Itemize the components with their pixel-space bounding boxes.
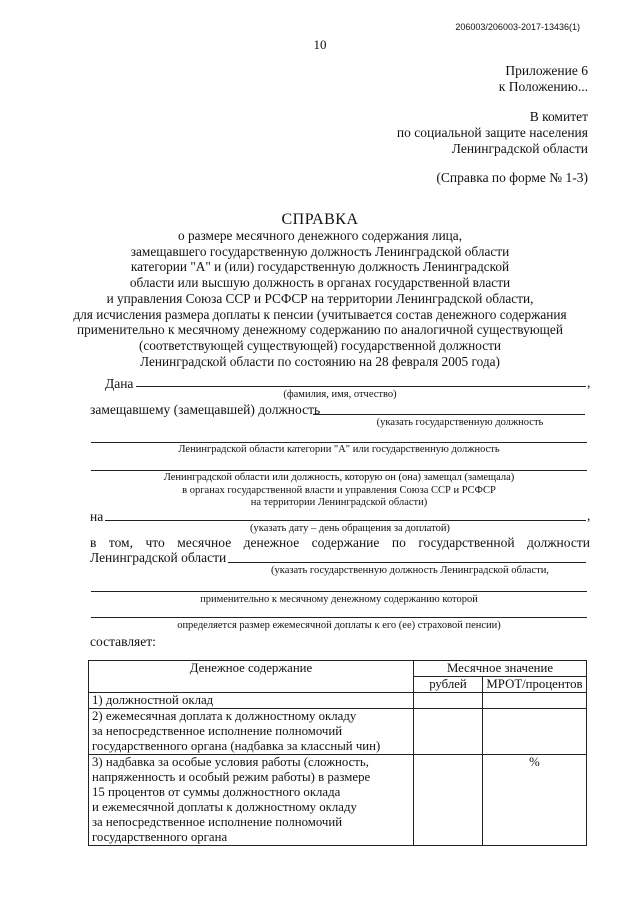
- region-position-field[interactable]: [228, 549, 586, 563]
- amount-label: составляет:: [90, 634, 156, 649]
- fio-comma: ,: [587, 375, 591, 390]
- applied-field[interactable]: [91, 579, 587, 592]
- salary-word: содержание: [311, 535, 380, 550]
- row-rub-cell[interactable]: [414, 755, 483, 846]
- row-content: [89, 693, 414, 709]
- region-label: Ленинградской области: [90, 550, 227, 565]
- former-hint-line: Ленинградской области или должность, которую он (она) замещал (замещала): [163, 472, 515, 483]
- col-header-content: Денежное содержание: [89, 661, 414, 693]
- row-content: [89, 709, 414, 755]
- pension-hint: определяется размер ежемесячной доплаты к его (ее) страховой пенсии): [177, 620, 501, 631]
- region-hint: (указать государственную должность Ленинградской области,: [271, 565, 549, 576]
- addressee-line-1: В комитет: [529, 109, 588, 124]
- row-text: 3) надбавка за особые условия работы (сложность,: [92, 755, 369, 769]
- addressee-line-2: по социальной защите населения: [396, 125, 588, 140]
- row-mrot-cell[interactable]: %: [483, 755, 587, 846]
- subtitle-line: категории "А" и (или) государственную должность Ленинградской: [130, 259, 510, 275]
- row-text: 2) ежемесячная доплата к должностному окладу: [92, 709, 357, 723]
- fio-hint: (фамилия, имя, отчество): [283, 389, 397, 400]
- date-field[interactable]: [105, 507, 586, 521]
- form-reference: (Справка по форме № 1-3): [436, 170, 588, 185]
- position-hint: (указать государственную должность: [376, 417, 544, 428]
- issued-label: Дана: [105, 376, 134, 391]
- appendix-line-2: к Положению...: [498, 79, 588, 94]
- former-hint-line: в органах государственной власти и управления Союза ССР и РСФСР: [182, 484, 496, 496]
- salary-word: должности: [527, 535, 590, 550]
- date-label: на: [90, 509, 104, 524]
- subtitle-line: замещавшего государственную должность Ленинградской области: [130, 243, 510, 259]
- row-mrot-cell[interactable]: [483, 693, 587, 709]
- category-field[interactable]: [91, 430, 587, 443]
- category-hint: Ленинградской области категории "А" или государственную должность: [178, 444, 500, 455]
- addressee-block: [397, 109, 588, 157]
- subtitle-line: и управления Союза ССР и РСФСР на территории Ленинградской области,: [106, 290, 534, 306]
- row-content: [89, 755, 414, 846]
- subtitle-line: о размере месячного денежного содержания лица,: [177, 228, 463, 243]
- row-rub-cell[interactable]: [414, 693, 483, 709]
- subtitle-line: (соответствующей существующей) государственной должности: [138, 337, 502, 353]
- col-header-monthly: Месячное значение: [414, 661, 587, 677]
- appendix-block: [499, 63, 588, 95]
- salary-word: государственной: [418, 535, 515, 550]
- position-label: замещавшему (замещавшей) должность: [90, 402, 321, 417]
- row-text: государственного органа (надбавка за классный чин): [92, 739, 381, 753]
- applied-hint: применительно к месячному денежному содержанию которой: [200, 594, 478, 605]
- row-mrot-cell[interactable]: [483, 709, 587, 755]
- table-header-row: [89, 661, 587, 677]
- position-field[interactable]: [313, 401, 585, 415]
- salary-word: денежное: [243, 535, 300, 550]
- salary-word: том,: [108, 535, 133, 550]
- col-header-rub: рублей: [414, 677, 483, 693]
- row-text: 15 процентов от суммы должностного оклада: [92, 785, 341, 799]
- col-header-mrot: МРОТ/процентов: [483, 677, 587, 693]
- document-subtitle: [60, 228, 580, 369]
- appendix-line-1: Приложение 6: [505, 63, 588, 78]
- date-comma: ,: [587, 508, 591, 523]
- salary-word: по: [391, 535, 406, 550]
- row-text: 1) должностной оклад: [92, 693, 214, 707]
- table-row: [89, 755, 587, 846]
- date-hint: (указать дату – день обращения за доплатой): [250, 523, 450, 534]
- salary-table: [88, 660, 587, 846]
- subtitle-line: Ленинградской области по состоянию на 28 февраля 2005 года): [140, 353, 500, 369]
- page-number: 10: [313, 37, 327, 52]
- former-position-field[interactable]: [91, 458, 587, 471]
- subtitle-line: применительно к месячному денежному содержанию по аналогичной существующей: [77, 322, 563, 338]
- row-text: государственного органа: [92, 830, 228, 844]
- table-row: [89, 693, 587, 709]
- row-rub-cell[interactable]: [414, 709, 483, 755]
- row-text: за непосредственное исполнение полномочий: [92, 724, 343, 738]
- row-text: за непосредственное исполнение полномочий: [92, 815, 343, 829]
- subtitle-line: области или высшую должность в органах государственной власти: [129, 275, 511, 291]
- salary-word: что: [145, 535, 165, 550]
- row-text: и ежемесячной доплаты к должностному окладу: [92, 800, 357, 814]
- fio-field[interactable]: [136, 373, 586, 387]
- pension-field[interactable]: [91, 605, 587, 618]
- table-row: [89, 709, 587, 755]
- salary-word: в: [90, 535, 97, 550]
- document-title: СПРАВКА: [281, 211, 359, 228]
- former-position-hint: [91, 472, 587, 510]
- addressee-line-3: Ленинградской области: [451, 141, 588, 156]
- subtitle-line: для исчисления размера доплаты к пенсии (учитывается состав денежного содержания: [73, 306, 567, 322]
- row-text: напряженность и особый режим работы) в размере: [92, 770, 371, 784]
- document-id: 206003/206003-2017-13436(1): [455, 22, 580, 32]
- salary-word: месячное: [177, 535, 232, 550]
- former-hint-line: на территории Ленинградской области): [250, 497, 428, 508]
